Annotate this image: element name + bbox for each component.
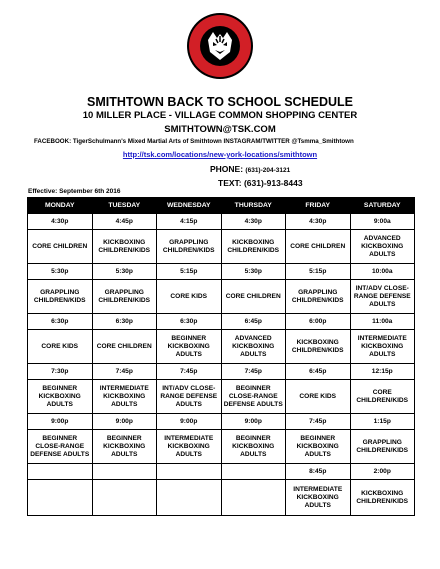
- class-cell: [157, 480, 222, 516]
- class-cell: BEGINNER KICKBOXING ADULTS: [221, 430, 286, 464]
- time-cell: 8:45p: [286, 464, 351, 480]
- day-header: TUESDAY: [92, 198, 157, 214]
- class-cell: KICKBOXING CHILDREN/KIDS: [286, 330, 351, 364]
- time-cell: 7:45p: [221, 364, 286, 380]
- class-cell: KICKBOXING CHILDREN/KIDS: [350, 480, 415, 516]
- class-cell: [92, 480, 157, 516]
- text-line: TEXT: (631)-913-8443: [218, 178, 303, 188]
- time-cell: 2:00p: [350, 464, 415, 480]
- class-cell: INT/ADV CLOSE- RANGE DEFENSE ADULTS: [350, 280, 415, 314]
- time-cell: [28, 464, 93, 480]
- time-row: [28, 264, 415, 280]
- time-cell: 1:15p: [350, 414, 415, 430]
- time-cell: 7:45p: [157, 364, 222, 380]
- class-cell: CORE CHILDREN: [28, 230, 93, 264]
- time-cell: 5:30p: [92, 264, 157, 280]
- time-row: [28, 464, 415, 480]
- time-cell: 6:30p: [92, 314, 157, 330]
- class-cell: GRAPPLING CHILDREN/KIDS: [157, 230, 222, 264]
- time-cell: 4:30p: [286, 214, 351, 230]
- time-cell: 4:30p: [221, 214, 286, 230]
- time-row: [28, 414, 415, 430]
- class-row: [28, 280, 415, 314]
- time-row: [28, 214, 415, 230]
- class-cell: INT/ADV CLOSE- RANGE DEFENSE ADULTS: [157, 380, 222, 414]
- time-cell: 4:45p: [92, 214, 157, 230]
- class-cell: KICKBOXING CHILDREN/KIDS: [221, 230, 286, 264]
- time-cell: 9:00a: [350, 214, 415, 230]
- phone-number: (631)-204-3121: [245, 167, 291, 174]
- schedule-title: SMITHTOWN BACK TO SCHOOL SCHEDULE: [87, 95, 353, 109]
- class-cell: ADVANCED KICKBOXING ADULTS: [350, 230, 415, 264]
- class-cell: GRAPPLING CHILDREN/KIDS: [28, 280, 93, 314]
- class-row: [28, 430, 415, 464]
- time-cell: 10:00a: [350, 264, 415, 280]
- time-row: [28, 314, 415, 330]
- schedule-table: [27, 197, 415, 516]
- class-cell: CORE CHILDREN: [92, 330, 157, 364]
- day-header: WEDNESDAY: [157, 198, 222, 214]
- time-cell: 7:45p: [286, 414, 351, 430]
- day-header-row: [28, 198, 415, 214]
- time-cell: 6:45p: [221, 314, 286, 330]
- class-cell: CORE CHILDREN: [286, 230, 351, 264]
- time-cell: 9:00p: [92, 414, 157, 430]
- class-cell: INTERMEDIATE KICKBOXING ADULTS: [286, 480, 351, 516]
- time-cell: 5:15p: [286, 264, 351, 280]
- phone-line: [210, 164, 290, 174]
- class-cell: BEGINNER KICKBOXING ADULTS: [157, 330, 222, 364]
- day-header: FRIDAY: [286, 198, 351, 214]
- tiger-logo: [186, 12, 254, 80]
- time-cell: 6:30p: [157, 314, 222, 330]
- time-cell: [157, 464, 222, 480]
- class-cell: CORE CHILDREN: [221, 280, 286, 314]
- class-cell: BEGINNER KICKBOXING ADULTS: [28, 380, 93, 414]
- time-cell: 5:30p: [28, 264, 93, 280]
- class-cell: GRAPPLING CHILDREN/KIDS: [286, 280, 351, 314]
- website-link[interactable]: http://tsk.com/locations/new-york-locations/smithtown: [122, 150, 318, 159]
- day-header: THURSDAY: [221, 198, 286, 214]
- class-row: [28, 480, 415, 516]
- day-header: SATURDAY: [350, 198, 415, 214]
- time-cell: 5:15p: [157, 264, 222, 280]
- class-cell: GRAPPLING CHILDREN/KIDS: [92, 280, 157, 314]
- time-cell: 12:15p: [350, 364, 415, 380]
- time-cell: [92, 464, 157, 480]
- class-cell: BEGINNER KICKBOXING ADULTS: [286, 430, 351, 464]
- time-cell: 9:00p: [157, 414, 222, 430]
- class-cell: KICKBOXING CHILDREN/KIDS: [92, 230, 157, 264]
- class-cell: INTERMEDIATE KICKBOXING ADULTS: [157, 430, 222, 464]
- class-cell: CORE KIDS: [28, 330, 93, 364]
- email: SMITHTOWN@TSK.COM: [164, 124, 276, 135]
- class-row: [28, 230, 415, 264]
- class-cell: [28, 480, 93, 516]
- time-cell: 9:00p: [221, 414, 286, 430]
- time-cell: [221, 464, 286, 480]
- class-cell: BEGINNER CLOSE-RANGE DEFENSE ADULTS: [28, 430, 93, 464]
- class-cell: CORE KIDS: [157, 280, 222, 314]
- class-cell: GRAPPLING CHILDREN/KIDS: [350, 430, 415, 464]
- time-cell: 11:00a: [350, 314, 415, 330]
- class-cell: CORE CHILDREN/KIDS: [350, 380, 415, 414]
- class-cell: INTERMEDIATE KICKBOXING ADULTS: [92, 380, 157, 414]
- class-row: [28, 330, 415, 364]
- class-cell: BEGINNER KICKBOXING ADULTS: [92, 430, 157, 464]
- time-cell: 6:45p: [286, 364, 351, 380]
- effective-date: Effective: September 6th 2016: [28, 188, 121, 195]
- class-row: [28, 380, 415, 414]
- day-header: MONDAY: [28, 198, 93, 214]
- class-cell: CORE KIDS: [286, 380, 351, 414]
- time-cell: 6:00p: [286, 314, 351, 330]
- time-cell: 5:30p: [221, 264, 286, 280]
- time-cell: 7:30p: [28, 364, 93, 380]
- time-cell: 6:30p: [28, 314, 93, 330]
- time-row: [28, 364, 415, 380]
- phone-label: PHONE:: [210, 164, 246, 174]
- class-cell: ADVANCED KICKBOXING ADULTS: [221, 330, 286, 364]
- social-handles: FACEBOOK: TigerSchulmann's Mixed Martial Arts of Smithtown INSTAGRAM/TWITTER @Tsmma_Smithtown: [34, 138, 354, 145]
- class-cell: INTERMEDIATE KICKBOXING ADULTS: [350, 330, 415, 364]
- time-cell: 7:45p: [92, 364, 157, 380]
- address: 10 MILLER PLACE - VILLAGE COMMON SHOPPING CENTER: [82, 110, 358, 121]
- time-cell: 9:00p: [28, 414, 93, 430]
- time-cell: 4:30p: [28, 214, 93, 230]
- class-cell: [221, 480, 286, 516]
- class-cell: BEGINNER CLOSE-RANGE DEFENSE ADULTS: [221, 380, 286, 414]
- time-cell: 4:15p: [157, 214, 222, 230]
